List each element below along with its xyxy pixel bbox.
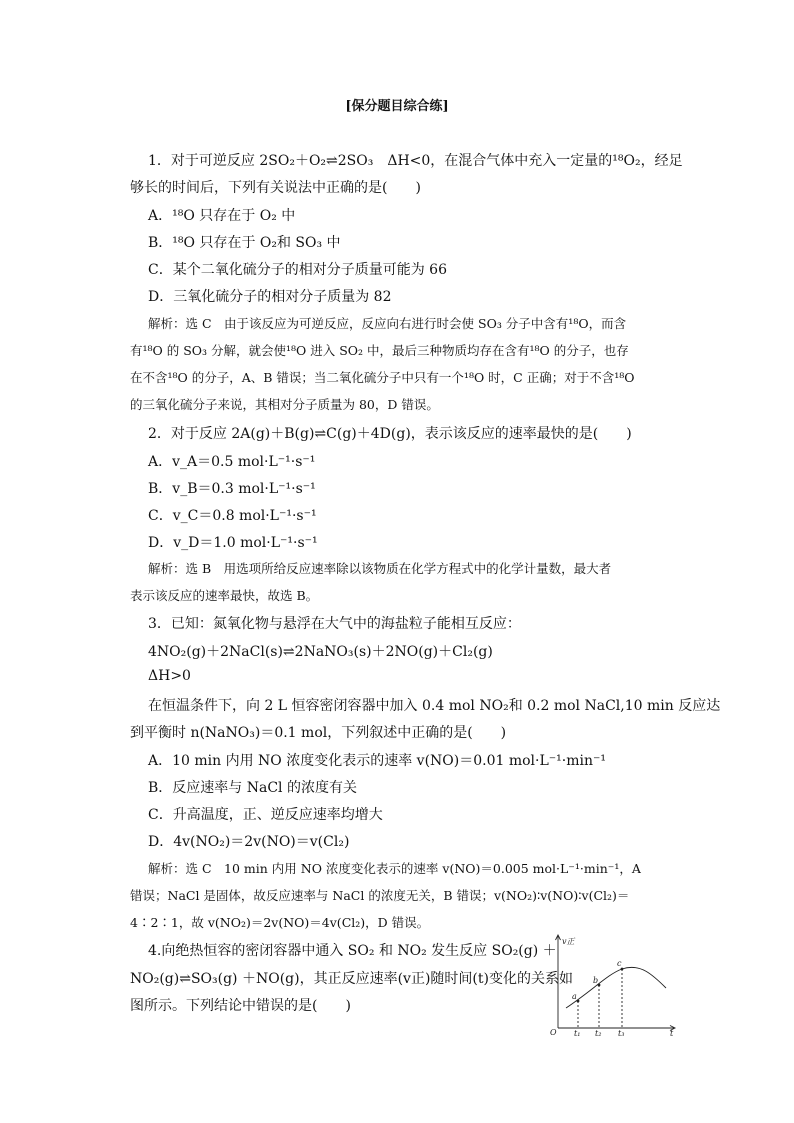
q3-option-d: D．4v(NO₂)＝2v(NO)＝v(Cl₂): [148, 834, 350, 850]
q3-analysis-line1: 解析：选 C 10 min 内用 NO 浓度变化表示的速率 v(NO)＝0.005 mol·L⁻¹·min⁻¹，A: [148, 861, 641, 876]
q1-option-c: C．某个二氧化硫分子的相对分子质量可能为 66: [148, 262, 447, 278]
q2-option-b: B．v_B＝0.3 mol·L⁻¹·s⁻¹: [148, 481, 316, 497]
q3-option-b: B．反应速率与 NaCl 的浓度有关: [148, 780, 357, 796]
q1-option-b: B．¹⁸O 只存在于 O₂和 SO₃ 中: [148, 235, 341, 251]
q2-option-d: D．v_D＝1.0 mol·L⁻¹·s⁻¹: [148, 535, 318, 551]
tick-t3: t₃: [618, 1029, 625, 1036]
q3-analysis-line3: 4∶2∶1，故 v(NO₂)＝2v(NO)＝4v(Cl₂)，D 错误。: [130, 915, 430, 930]
q1-stem-line1: 1．对于可逆反应 2SO₂＋O₂⇌2SO₃ ΔH<0，在混合气体中充入一定量的¹⁸O₂，经足: [148, 153, 683, 169]
q1-analysis-line4: 的三氧化硫分子来说，其相对分子质量为 80，D 错误。: [130, 397, 439, 412]
q3-option-c: C．升高温度，正、逆反应速率均增大: [148, 807, 383, 823]
q4-stem-line3: 图所示。下列结论中错误的是( ): [130, 998, 351, 1014]
q3-equation: 4NO₂(g)＋2NaCl(s)⇌2NaNO₃(s)＋2NO(g)＋Cl₂(g): [148, 644, 493, 660]
point-c: [621, 968, 624, 971]
q4-stem-line2: NO₂(g)⇌SO₃(g) ＋NO(g)，其正反应速率(v正)随时间(t)变化的关系如: [130, 971, 573, 987]
q1-analysis-line3: 在不含¹⁸O 的分子，A、B 错误；当二氧化硫分子中只有一个¹⁸O 时，C 正确；对于不含¹⁸O: [130, 370, 635, 385]
q1-analysis-line1: 解析：选 C 由于该反应为可逆反应，反应向右进行时会使 SO₃ 分子中含有¹⁸O，而含: [148, 316, 627, 331]
origin-label: O: [550, 1028, 557, 1036]
q3-stem-line1: 3．已知：氮氧化物与悬浮在大气中的海盐粒子能相互反应：: [148, 616, 521, 632]
q4-stem-line1: 4.向绝热恒容的密闭容器中通入 SO₂ 和 NO₂ 发生反应 SO₂(g) ＋: [148, 943, 557, 959]
q1-option-d: D．三氧化硫分子的相对分子质量为 82: [148, 289, 392, 305]
point-c-label: c: [617, 959, 622, 968]
q2-analysis-line1: 解析：选 B 用选项所给反应速率除以该物质在化学方程式中的化学计量数，最大者: [148, 561, 612, 576]
tick-t2: t₂: [595, 1029, 602, 1036]
y-axis-label: v正: [562, 937, 575, 946]
q3-stem-line5: 到平衡时 n(NaNO₃)＝0.1 mol，下列叙述中正确的是( ): [130, 725, 507, 741]
q2-option-a: A．v_A＝0.5 mol·L⁻¹·s⁻¹: [148, 454, 316, 470]
q3-stem-line4: 在恒温条件下，向 2 L 恒容密闭容器中加入 0.4 mol NO₂和 0.2 mol NaCl,10 min 反应达: [148, 698, 721, 714]
point-a: [577, 1000, 580, 1003]
point-a-label: a: [572, 992, 577, 1001]
q3-analysis-line2: 错误；NaCl 是固体，故反应速率与 NaCl 的浓度无关，B 错误；v(NO₂)∶v(NO)∶v(Cl₂)＝: [130, 888, 630, 903]
page-title: [保分题目综合练]: [345, 99, 449, 114]
q2-stem: 2．对于反应 2A(g)＋B(g)⇌C(g)＋4D(g)，表示该反应的速率最快的是( ): [148, 426, 632, 442]
point-b-label: b: [593, 976, 599, 985]
x-axis-label: t: [670, 1029, 674, 1036]
tick-t1: t₁: [574, 1029, 581, 1036]
q2-analysis-line2: 表示该反应的速率最快，故选 B。: [130, 588, 319, 603]
q1-stem-line2: 够长的时间后，下列有关说法中正确的是( ): [130, 180, 421, 196]
rate-curve: [566, 967, 666, 1008]
q1-option-a: A．¹⁸O 只存在于 O₂ 中: [148, 208, 296, 224]
q2-option-c: C．v_C＝0.8 mol·L⁻¹·s⁻¹: [148, 508, 317, 524]
q3-enthalpy: ΔH>0: [148, 668, 191, 684]
rate-time-graph: [548, 932, 680, 1036]
q1-analysis-line2: 有¹⁸O 的 SO₃ 分解，就会使¹⁸O 进入 SO₂ 中，最后三种物质均存在含有¹⁸O 的分子，也存: [130, 343, 629, 358]
q3-option-a: A．10 min 内用 NO 浓度变化表示的速率 v(NO)＝0.01 mol·L⁻¹·min⁻¹: [148, 753, 607, 769]
